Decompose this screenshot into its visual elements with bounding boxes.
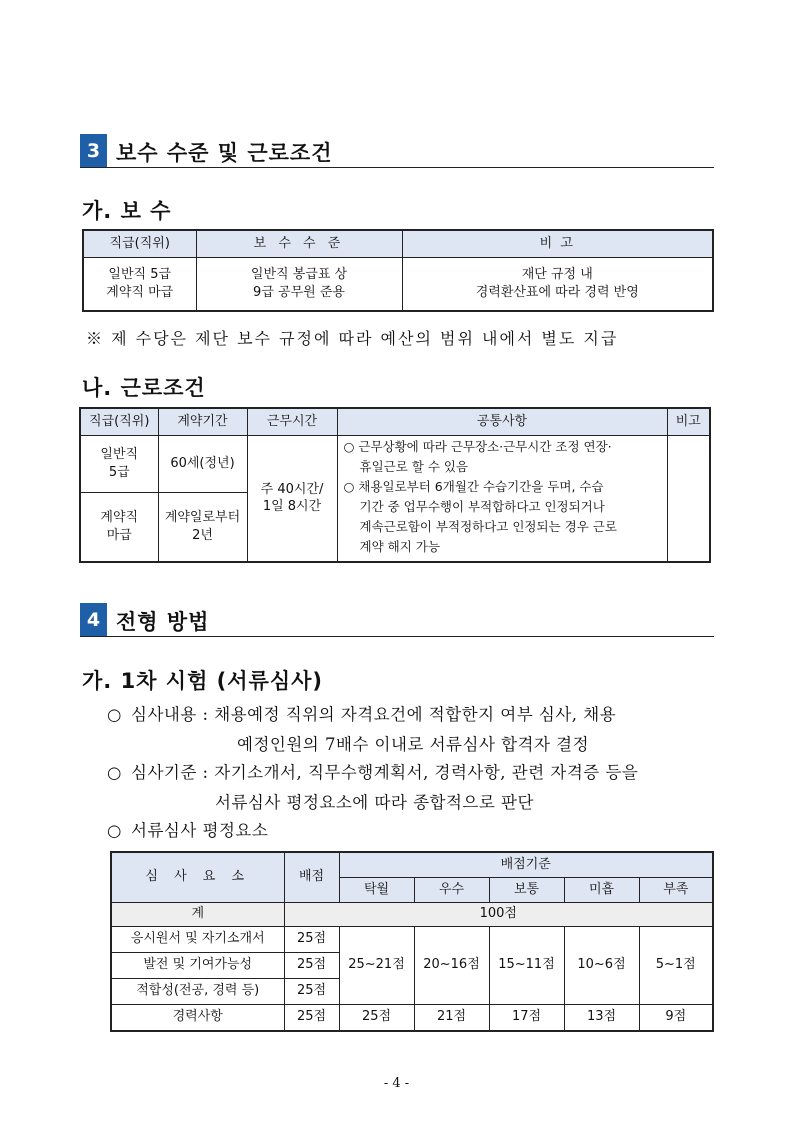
- eval-points: 25점: [284, 952, 339, 978]
- eval-points: 25점: [284, 978, 339, 1004]
- eval-element: 적합성(전공, 경력 등): [111, 978, 284, 1004]
- bullet-line: [107, 816, 722, 846]
- work-header-common: 공통사항: [337, 408, 667, 435]
- pay-rank-cell: [83, 257, 196, 311]
- work-rank-cell: [80, 435, 158, 492]
- pay-table: [82, 229, 714, 312]
- pay-header-rank: 직급(직위): [83, 230, 196, 257]
- work-common-line: ○ 채용일로부터 6개월간 수습기간을 두며, 수습: [343, 478, 604, 494]
- work-period-line: 2년: [192, 527, 213, 543]
- work-header-remarks: 비고: [667, 408, 710, 435]
- eval-grade-header: 우수: [414, 877, 489, 902]
- work-period-cell: [158, 435, 247, 492]
- pay-note-line: 재단 규정 내: [521, 267, 593, 283]
- work-rank-line: 일반직: [100, 446, 139, 462]
- screening-bullet-content: [107, 700, 722, 760]
- eval-element: 발전 및 기여가능성: [111, 952, 284, 978]
- bullet-text: 심사기준 : 자기소개서, 직무수행계획서, 경력사항, 관련 자격증 등을: [131, 763, 639, 782]
- section-title: 전형 방법: [116, 610, 210, 634]
- bullet-text: 심사내용 : 채용예정 직위의 자격요건에 적합한지 여부 심사, 채용: [131, 705, 617, 724]
- screening-bullet-criteria: [107, 758, 722, 818]
- bullet-text: 서류심사 평정요소: [131, 821, 269, 840]
- pay-heading: 가. 보 수: [82, 199, 172, 223]
- work-header-period: 계약기간: [158, 408, 247, 435]
- work-common-line: 기간 중 업무수행이 부적합하다고 인정되거나: [359, 498, 605, 514]
- page-number: - 4 -: [383, 1076, 410, 1091]
- work-rank-cell: [80, 492, 158, 562]
- work-period-line: 계약일로부터: [164, 510, 241, 526]
- eval-career-value: 13점: [564, 1004, 639, 1031]
- eval-total-label: 계: [111, 902, 284, 926]
- eval-element: 응시원서 및 자기소개서: [111, 926, 284, 952]
- eval-grade-header: 보통: [489, 877, 564, 902]
- circle-bullet-icon: ○: [107, 705, 122, 724]
- work-hours-line: 1일 8시간: [262, 499, 322, 515]
- section-number-badge: 4: [80, 603, 107, 636]
- pay-level-line: 일반직 봉급표 상: [250, 267, 348, 283]
- pay-header-note: 비 고: [402, 230, 713, 257]
- eval-range: 20~16점: [414, 926, 489, 1004]
- section-4-header: [80, 603, 714, 637]
- evaluation-table: [110, 851, 714, 1032]
- pay-note-cell: [402, 257, 713, 311]
- circle-bullet-icon: ○: [107, 821, 122, 840]
- eval-grade-header: 탁월: [339, 877, 414, 902]
- work-heading: 나. 근로조건: [82, 376, 206, 400]
- eval-career-value: 21점: [414, 1004, 489, 1031]
- work-rank-line: 5급: [108, 464, 130, 480]
- eval-career-value: 17점: [489, 1004, 564, 1031]
- work-rank-line: 계약직: [100, 510, 139, 526]
- work-period-cell: [158, 492, 247, 562]
- pay-rank-line: 일반직 5급: [108, 267, 172, 283]
- work-common-line: 계속근로함이 부적정하다고 인정되는 경우 근로: [359, 518, 617, 534]
- bullet-line: [107, 700, 722, 730]
- work-hours-line: 주 40시간/: [260, 481, 324, 497]
- work-hours-cell: [247, 435, 337, 562]
- eval-header-element: 심 사 요 소: [111, 852, 284, 902]
- pay-footnote: ※ 제 수당은 제단 보수 규정에 따라 예산의 범위 내에서 별도 지급: [86, 329, 619, 348]
- eval-total-value: 100점: [284, 902, 713, 926]
- work-common-line: 계약 해지 가능: [359, 538, 440, 554]
- pay-note-line: 경력환산표에 따라 경력 반영: [475, 284, 639, 300]
- eval-range: 10~6점: [564, 926, 639, 1004]
- eval-grade-header: 부족: [639, 877, 713, 902]
- pay-header-level: 보 수 수 준: [196, 230, 402, 257]
- eval-points: 25점: [284, 926, 339, 952]
- work-common-line: 휴일근로 할 수 있음: [359, 458, 469, 474]
- pay-level-cell: [196, 257, 402, 311]
- work-common-line: ○ 근무상황에 따라 근무장소·근무시간 조정 연장·: [343, 438, 612, 454]
- circle-bullet-icon: ○: [107, 763, 122, 782]
- eval-range: 15~11점: [489, 926, 564, 1004]
- bullet-line: [107, 758, 722, 788]
- section-number-badge: 3: [80, 134, 107, 167]
- work-rank-line: 마급: [106, 527, 132, 543]
- work-common-cell: [337, 435, 667, 562]
- work-header-rank: 직급(직위): [80, 408, 158, 435]
- eval-header-criteria: 배점기준: [339, 852, 713, 877]
- section-title: 보수 수준 및 근로조건: [116, 141, 333, 165]
- eval-range: 5~1점: [639, 926, 713, 1004]
- screening-bullet-elements: [107, 816, 722, 846]
- work-table: [79, 407, 711, 563]
- eval-grade-header: 미흡: [564, 877, 639, 902]
- bullet-line: 서류심사 평정요소에 따라 종합적으로 판단: [215, 793, 534, 812]
- eval-range: 25~21점: [339, 926, 414, 1004]
- eval-header-points: 배점: [284, 852, 339, 902]
- eval-career-value: 25점: [339, 1004, 414, 1031]
- pay-level-line: 9급 공무원 준용: [253, 284, 345, 300]
- work-header-hours: 근무시간: [247, 408, 337, 435]
- pay-rank-line: 계약직 마급: [106, 284, 174, 300]
- eval-points: 25점: [284, 1004, 339, 1031]
- section-3-header: [80, 134, 714, 168]
- work-remarks-cell: [667, 435, 710, 562]
- eval-career-value: 9점: [639, 1004, 713, 1031]
- bullet-line: 예정인원의 7배수 이내로 서류심사 합격자 결정: [237, 735, 590, 754]
- eval-element: 경력사항: [111, 1004, 284, 1031]
- screening-heading: 가. 1차 시험 (서류심사): [82, 669, 324, 693]
- work-period-line: 60세(정년): [170, 455, 235, 471]
